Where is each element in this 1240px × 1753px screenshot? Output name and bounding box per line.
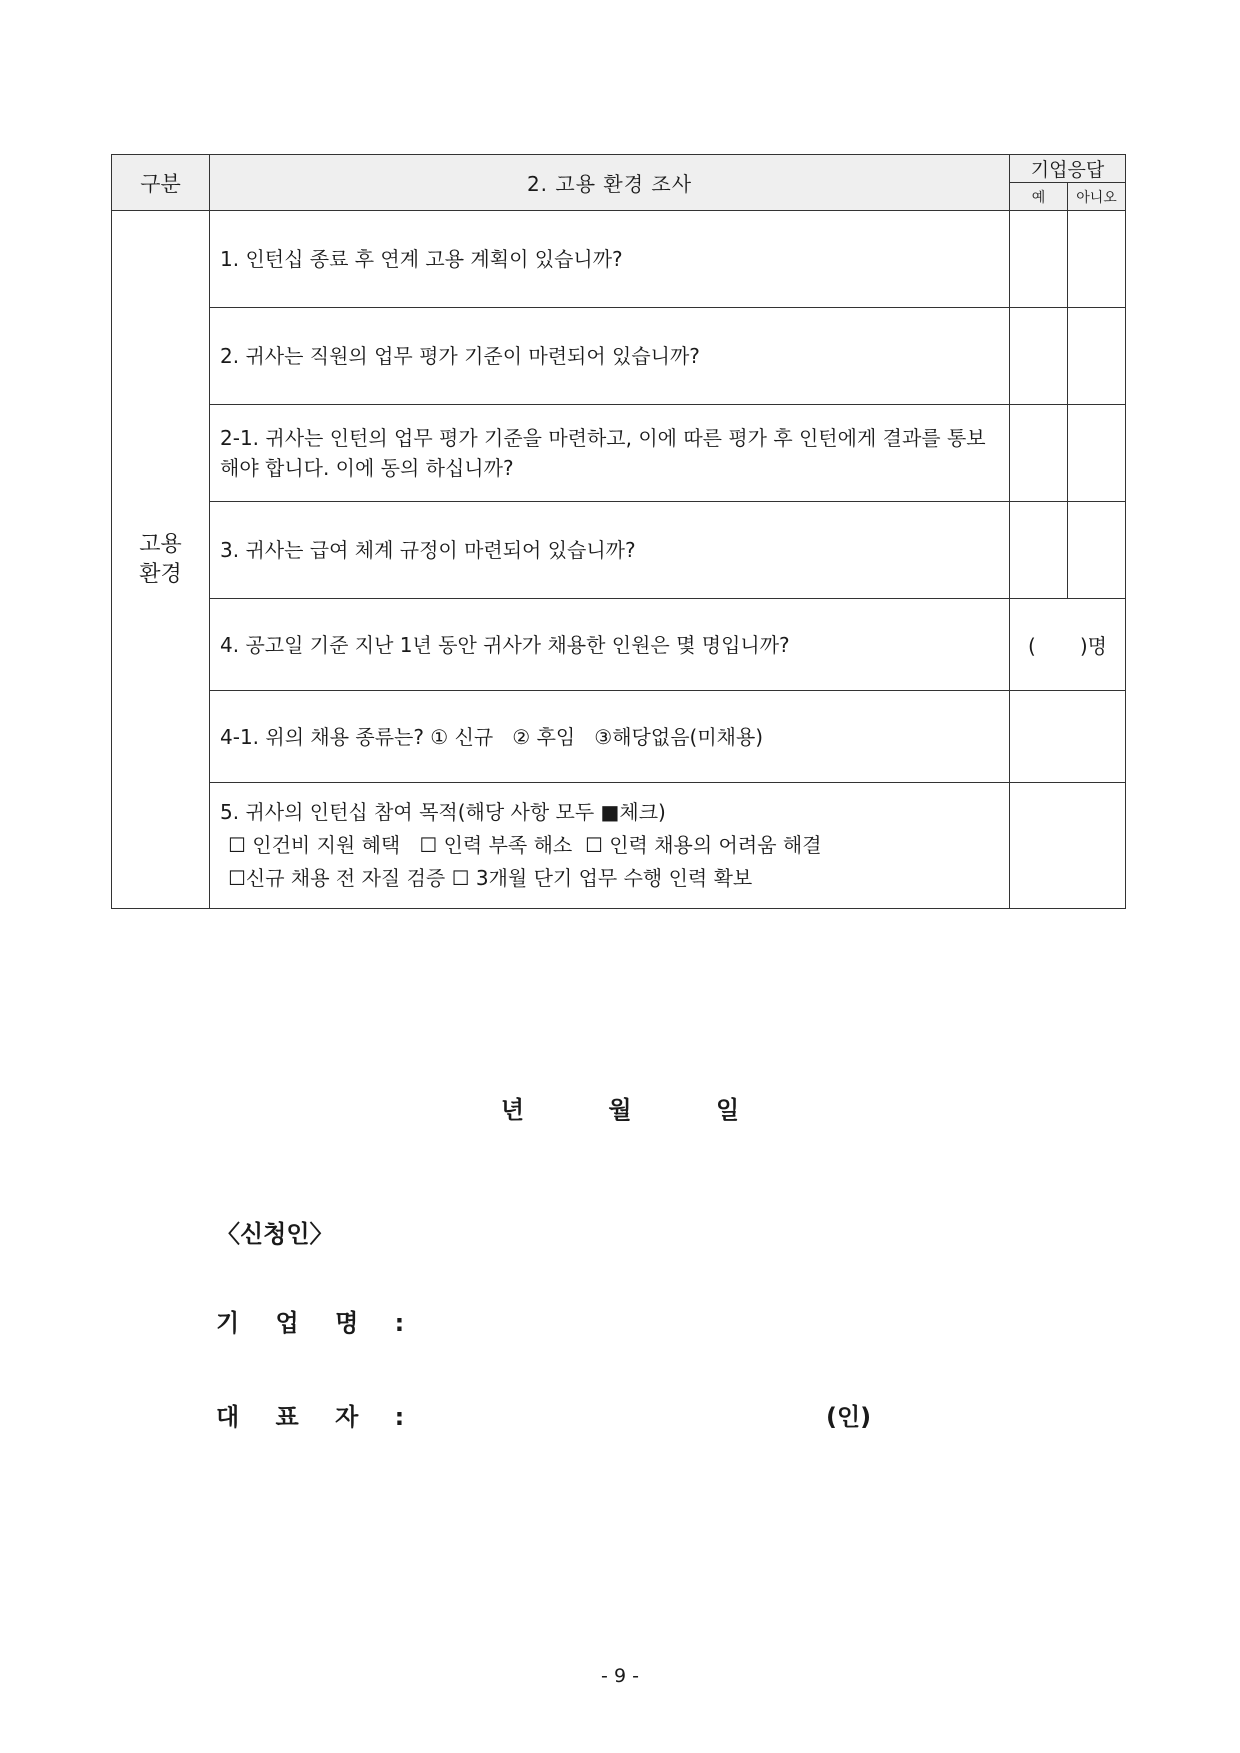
- question-5-text: 5. 귀사의 인턴십 참여 목적(해당 사항 모두 ■체크): [220, 800, 666, 824]
- representative-field[interactable]: [216, 1397, 418, 1432]
- question-4: 4. 공고일 기준 지난 1년 동안 귀사가 채용한 인원은 몇 명입니까?: [210, 599, 1010, 691]
- applicant-heading: 〈신청인〉: [216, 1220, 334, 1248]
- answer-no-cell-q3[interactable]: [1068, 502, 1126, 599]
- header-no: 아니오: [1068, 183, 1126, 211]
- question-3: 3. 귀사는 급여 체계 규정이 마련되어 있습니까?: [210, 502, 1010, 599]
- count-unit: )명: [1079, 634, 1107, 658]
- answer-yes-cell-q2[interactable]: [1010, 308, 1068, 405]
- representative-label: 대 표 자 :: [216, 1403, 419, 1431]
- count-open-paren: (: [1028, 634, 1036, 658]
- question-1: 1. 인턴십 종료 후 연계 고용 계획이 있습니까?: [210, 211, 1010, 308]
- question-4-1: 4-1. 위의 채용 종류는? ① 신규 ② 후임 ③해당없음(미채용): [210, 691, 1010, 783]
- category-line-2: 환경: [139, 561, 182, 587]
- seal-mark: (인): [826, 1403, 872, 1431]
- answer-cell-q4-1[interactable]: [1010, 691, 1126, 783]
- date-month: 월: [608, 1096, 632, 1124]
- company-name-label: 기 업 명 :: [216, 1309, 419, 1337]
- question-2-1: 2-1. 귀사는 인턴의 업무 평가 기준을 마련하고, 이에 따른 평가 후 인턴에게 결과를 통보해야 합니다. 이에 동의 하십니까?: [210, 405, 1010, 502]
- question-2: 2. 귀사는 직원의 업무 평가 기준이 마련되어 있습니까?: [210, 308, 1010, 405]
- date-year: 년: [500, 1096, 525, 1124]
- answer-no-cell-q2-1[interactable]: [1068, 405, 1126, 502]
- date-day: 일: [715, 1096, 740, 1124]
- category-employment-environment: [112, 211, 210, 909]
- company-name-field[interactable]: [216, 1303, 418, 1338]
- header-category: 구분: [112, 155, 210, 211]
- question-5-options-1: ☐ 인건비 지원 혜택 ☐ 인력 부족 해소 ☐ 인력 채용의 어려움 해결: [228, 833, 822, 857]
- employment-survey-table: [111, 154, 1126, 909]
- answer-yes-cell-q3[interactable]: [1010, 502, 1068, 599]
- header-title: 2. 고용 환경 조사: [210, 155, 1010, 211]
- category-line-1: 고용: [139, 531, 182, 557]
- date-line: [0, 1090, 1240, 1125]
- answer-yes-cell-q1[interactable]: [1010, 211, 1068, 308]
- question-5-options-2: ☐신규 채용 전 자질 검증 ☐ 3개월 단기 업무 수행 인력 확보: [228, 866, 753, 890]
- answer-yes-cell-q2-1[interactable]: [1010, 405, 1068, 502]
- answer-cell-q5[interactable]: [1010, 783, 1126, 909]
- header-company-response: 기업응답: [1010, 155, 1126, 183]
- header-yes: 예: [1010, 183, 1068, 211]
- page-number: - 9 -: [601, 1665, 639, 1687]
- answer-count-cell-q4[interactable]: [1010, 599, 1126, 691]
- question-5: [210, 783, 1010, 909]
- answer-no-cell-q2[interactable]: [1068, 308, 1126, 405]
- answer-no-cell-q1[interactable]: [1068, 211, 1126, 308]
